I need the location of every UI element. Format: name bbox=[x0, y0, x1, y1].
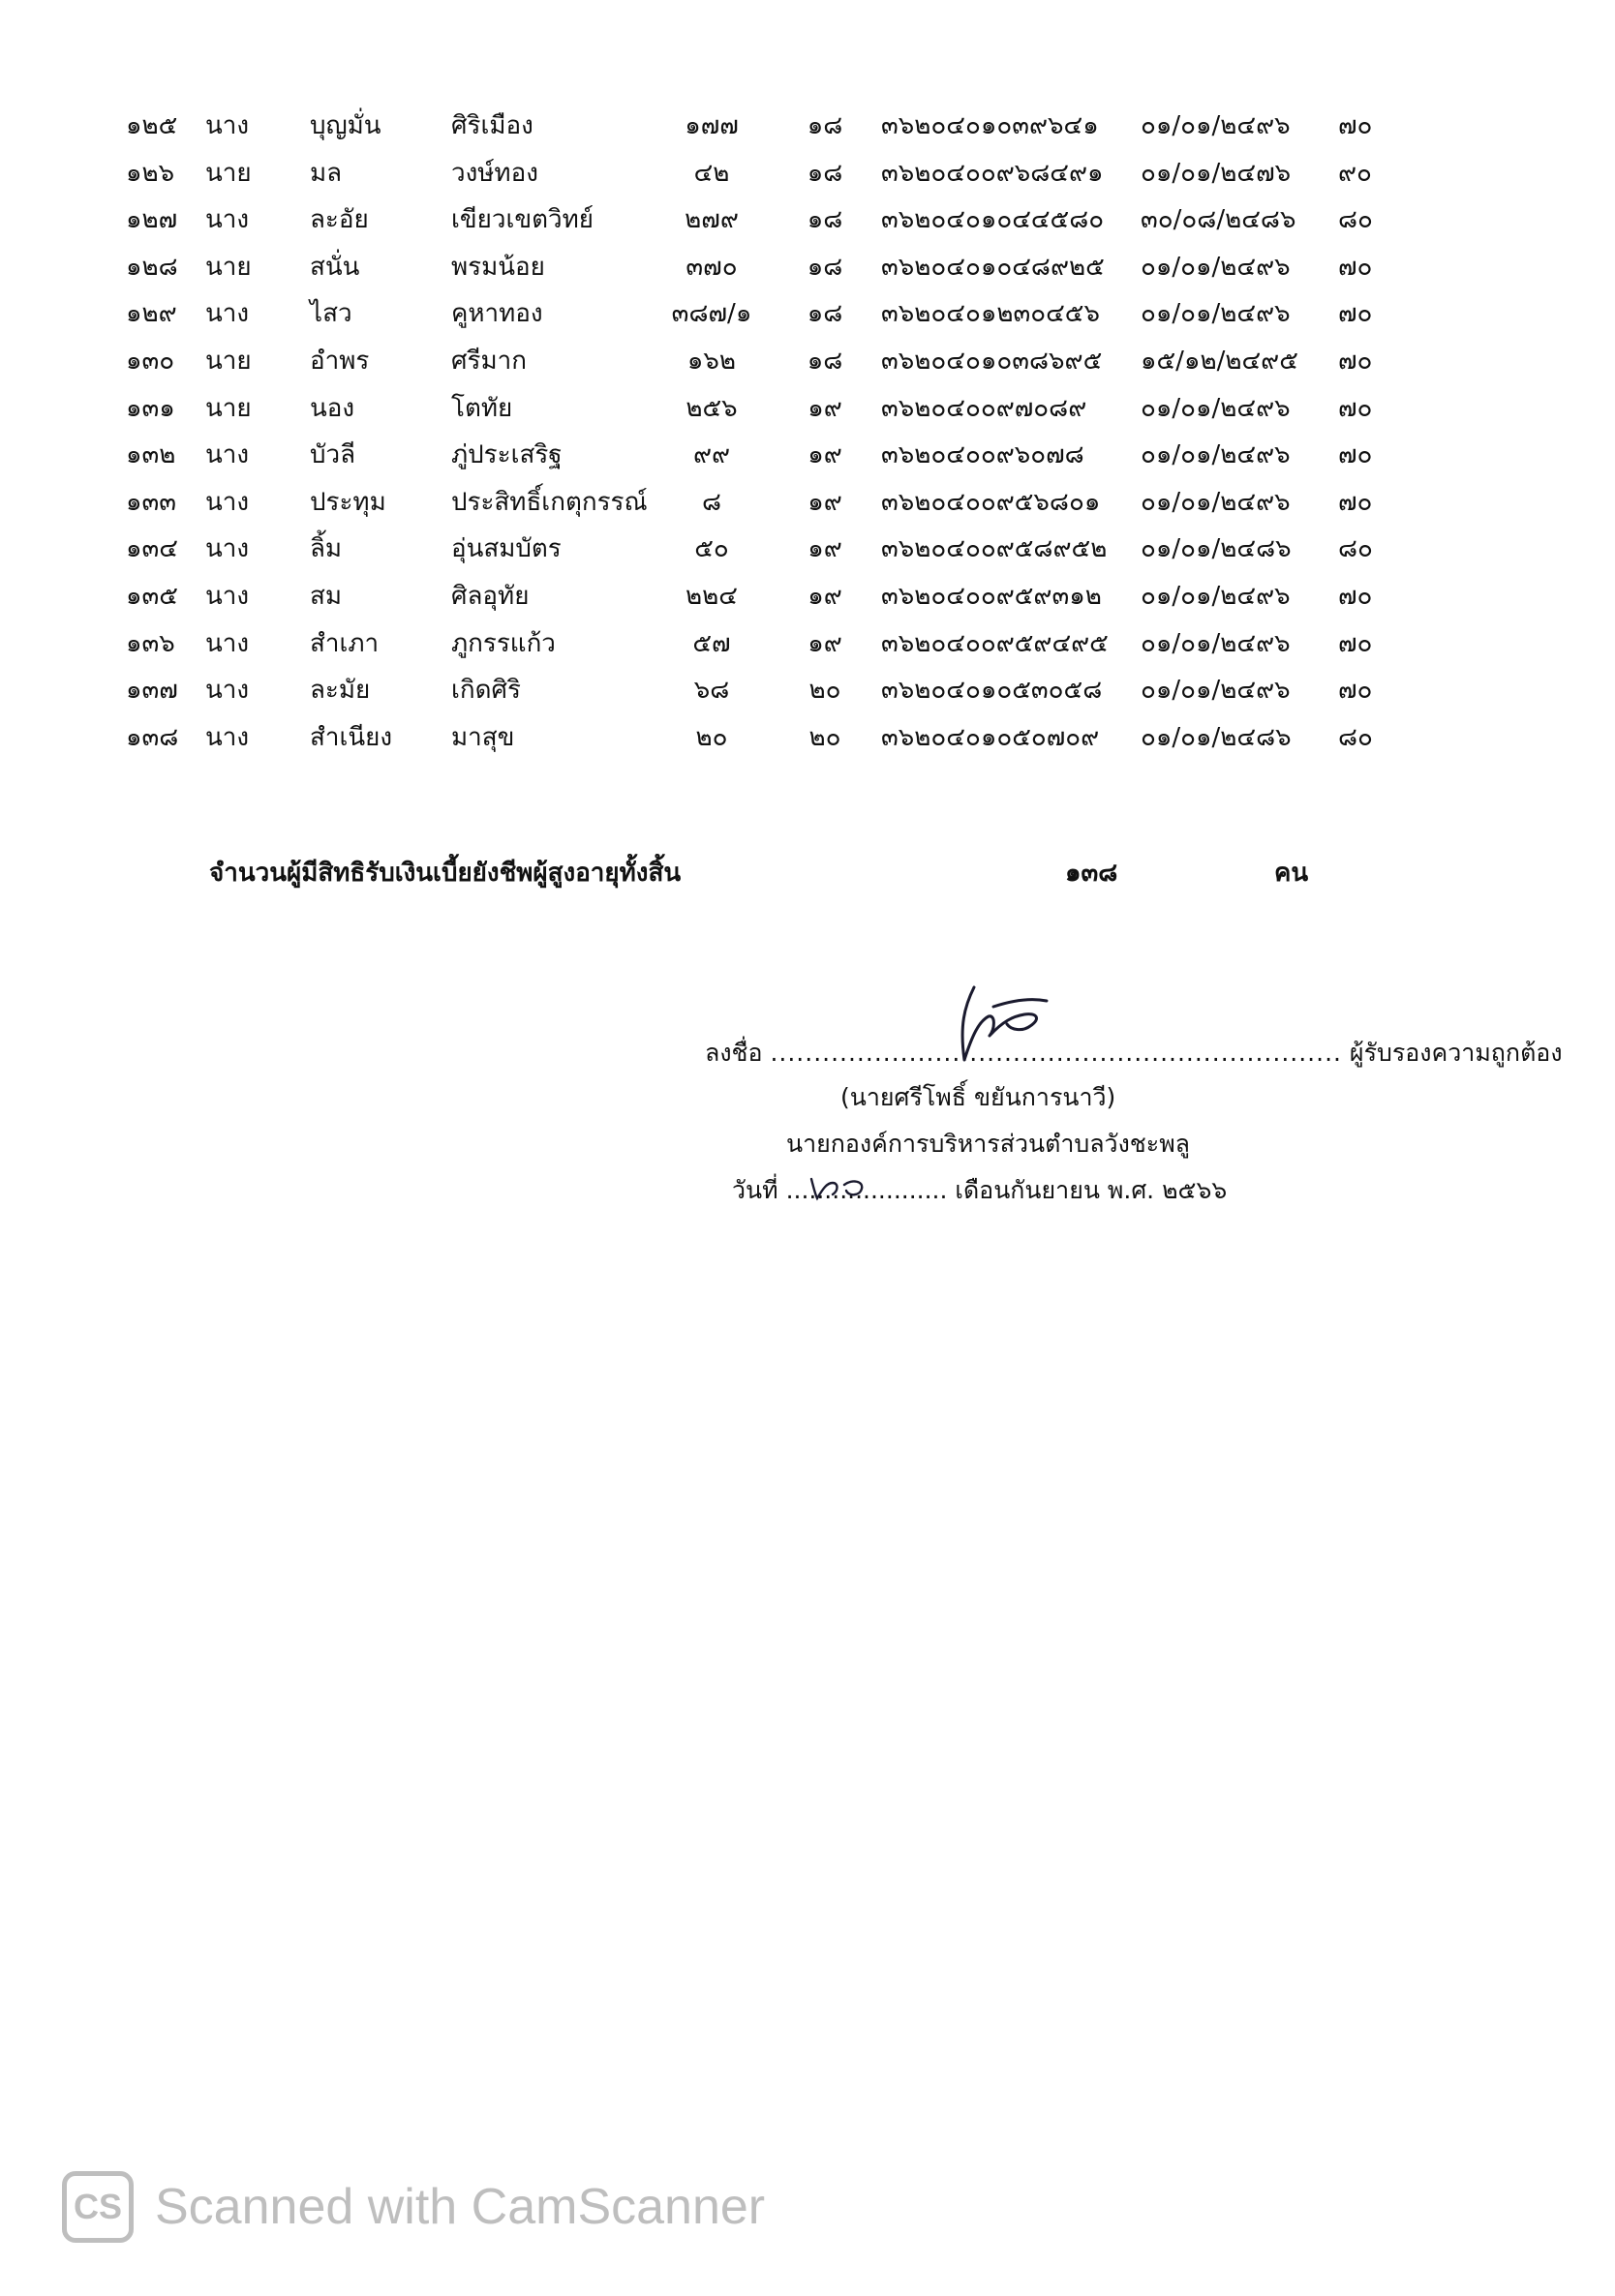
row-birth-date: ๐๑/๐๑/๒๔๘๖ bbox=[1141, 722, 1292, 752]
row-title: นาง bbox=[205, 205, 250, 235]
row-last-name: ศรีมาก bbox=[451, 347, 527, 376]
row-id-number: ๓๖๒๐๔๐๑๐๓๘๖๙๕ bbox=[881, 347, 1103, 376]
row-id-number: ๓๖๒๐๔๐๐๙๖๐๗๘ bbox=[881, 440, 1084, 470]
date-suffix: เดือนกันยายน พ.ศ. ๒๕๖๖ bbox=[955, 1176, 1228, 1204]
date-dots: ..................... bbox=[785, 1176, 948, 1204]
row-house-number: ๕๐ bbox=[694, 534, 729, 564]
row-number: ๑๓๘ bbox=[126, 722, 179, 752]
row-first-name: ประทุม bbox=[310, 487, 386, 517]
row-id-number: ๓๖๒๐๔๐๐๙๖๘๔๙๑ bbox=[881, 158, 1104, 188]
row-village-number: ๑๘ bbox=[807, 347, 843, 376]
sign-suffix: ผู้รับรองความถูกต้อง bbox=[1349, 1039, 1563, 1067]
handwritten-date bbox=[806, 1169, 873, 1204]
row-age: ๗๐ bbox=[1338, 440, 1373, 470]
camscanner-text: Scanned with CamScanner bbox=[155, 2179, 766, 2235]
row-village-number: ๒๐ bbox=[808, 676, 841, 706]
row-title: นาง bbox=[205, 676, 250, 706]
row-village-number: ๑๙ bbox=[808, 582, 842, 611]
row-house-number: ๑๖๒ bbox=[686, 347, 737, 376]
row-title: นาง bbox=[205, 440, 250, 470]
sign-prefix: ลงชื่อ bbox=[705, 1039, 763, 1067]
table-row bbox=[0, 385, 1615, 432]
row-first-name: สำเภา bbox=[310, 628, 380, 658]
row-village-number: ๑๘ bbox=[807, 158, 843, 188]
row-id-number: ๓๖๒๐๔๐๐๙๕๘๙๕๒ bbox=[881, 534, 1108, 564]
row-title: นาย bbox=[205, 393, 252, 423]
summary-line bbox=[0, 852, 1615, 894]
sign-line bbox=[705, 1034, 1563, 1072]
row-first-name: สนั่น bbox=[310, 252, 360, 282]
row-age: ๗๐ bbox=[1338, 676, 1373, 706]
row-last-name: อุ่นสมบัตร bbox=[451, 534, 562, 564]
row-last-name: ภูกรรแก้ว bbox=[451, 628, 556, 658]
signer-name: (นายศรีโพธิ์ ขยันการนาวี) bbox=[840, 1083, 1116, 1111]
row-age: ๗๐ bbox=[1338, 582, 1373, 611]
table-row bbox=[0, 338, 1615, 384]
table-row bbox=[0, 667, 1615, 713]
row-house-number: ๘ bbox=[701, 487, 722, 517]
row-title: นาง bbox=[205, 487, 250, 517]
row-first-name: ลิ้ม bbox=[310, 534, 343, 564]
row-house-number: ๖๘ bbox=[693, 676, 730, 706]
table-row bbox=[0, 714, 1615, 761]
row-id-number: ๓๖๒๐๔๐๐๙๗๐๘๙ bbox=[881, 393, 1087, 423]
row-birth-date: ๐๑/๐๑/๒๔๘๖ bbox=[1141, 534, 1292, 564]
row-number: ๑๒๗ bbox=[126, 205, 178, 235]
date-prefix: วันที่ bbox=[732, 1176, 778, 1204]
row-first-name: ละมัย bbox=[310, 676, 371, 706]
row-village-number: ๑๙ bbox=[808, 393, 842, 423]
row-number: ๑๒๖ bbox=[126, 158, 175, 188]
row-id-number: ๓๖๒๐๔๐๐๙๕๙๔๙๕ bbox=[881, 628, 1109, 658]
row-title: นาง bbox=[205, 534, 250, 564]
row-id-number: ๓๖๒๐๔๐๑๐๓๙๖๔๑ bbox=[881, 111, 1099, 140]
row-id-number: ๓๖๒๐๔๐๑๐๔๔๕๘๐ bbox=[881, 205, 1105, 235]
row-number: ๑๓๖ bbox=[126, 628, 175, 658]
row-village-number: ๒๐ bbox=[808, 722, 841, 752]
row-number: ๑๓๔ bbox=[126, 534, 178, 564]
row-age: ๗๐ bbox=[1338, 628, 1373, 658]
row-birth-date: ๐๑/๐๑/๒๔๙๖ bbox=[1141, 487, 1291, 517]
handwritten-signature bbox=[935, 968, 1061, 1074]
row-first-name: สม bbox=[310, 582, 343, 611]
row-house-number: ๔๒ bbox=[693, 158, 730, 188]
table-row bbox=[0, 290, 1615, 337]
summary-count: ๑๓๘ bbox=[1065, 859, 1118, 888]
row-birth-date: ๐๑/๐๑/๒๔๙๖ bbox=[1141, 676, 1291, 706]
row-number: ๑๓๕ bbox=[126, 582, 178, 611]
row-village-number: ๑๘ bbox=[807, 205, 843, 235]
table-row bbox=[0, 103, 1615, 149]
row-number: ๑๓๐ bbox=[126, 347, 175, 376]
row-age: ๘๐ bbox=[1338, 534, 1373, 564]
row-age: ๘๐ bbox=[1338, 722, 1373, 752]
row-village-number: ๑๘ bbox=[807, 111, 843, 140]
row-first-name: ละอัย bbox=[310, 205, 369, 235]
row-age: ๘๐ bbox=[1338, 205, 1373, 235]
row-title: นาง bbox=[205, 722, 250, 752]
row-first-name: บัวลี bbox=[310, 440, 356, 470]
row-house-number: ๒๗๙ bbox=[685, 205, 739, 235]
row-number: ๑๓๗ bbox=[126, 676, 178, 706]
table-row bbox=[0, 620, 1615, 667]
row-number: ๑๓๑ bbox=[126, 393, 175, 423]
row-last-name: ภู่ประเสริฐ bbox=[451, 440, 563, 470]
row-number: ๑๓๒ bbox=[126, 440, 176, 470]
row-village-number: ๑๘ bbox=[807, 299, 843, 329]
row-number: ๑๒๙ bbox=[126, 299, 177, 329]
row-id-number: ๓๖๒๐๔๐๐๙๕๙๓๑๒ bbox=[881, 582, 1102, 611]
row-birth-date: ๓๐/๐๘/๒๔๘๖ bbox=[1141, 205, 1296, 235]
row-house-number: ๒๒๔ bbox=[686, 582, 738, 611]
row-last-name: โตทัย bbox=[451, 393, 513, 423]
row-village-number: ๑๙ bbox=[808, 487, 842, 517]
row-first-name: ไสว bbox=[310, 299, 352, 329]
row-village-number: ๑๘ bbox=[807, 252, 843, 282]
table-row bbox=[0, 432, 1615, 478]
row-first-name: บุญมั่น bbox=[310, 111, 381, 140]
row-house-number: ๓๗๐ bbox=[686, 252, 738, 282]
row-id-number: ๓๖๒๐๔๐๑๐๕๓๐๕๘ bbox=[881, 676, 1103, 706]
summary-unit: คน bbox=[1274, 859, 1309, 888]
row-id-number: ๓๖๒๐๔๐๐๙๕๖๘๐๑ bbox=[881, 487, 1101, 517]
row-village-number: ๑๙ bbox=[808, 440, 842, 470]
row-first-name: นอง bbox=[310, 393, 355, 423]
row-house-number: ๕๗ bbox=[692, 628, 731, 658]
row-birth-date: ๐๑/๐๑/๒๔๙๖ bbox=[1141, 111, 1291, 140]
row-last-name: วงษ์ทอง bbox=[451, 158, 538, 188]
row-number: ๑๓๓ bbox=[126, 487, 177, 517]
row-birth-date: ๐๑/๐๑/๒๔๙๖ bbox=[1141, 393, 1291, 423]
row-house-number: ๒๐ bbox=[695, 722, 728, 752]
row-birth-date: ๐๑/๐๑/๒๔๙๖ bbox=[1141, 628, 1291, 658]
row-last-name: คูหาทอง bbox=[451, 299, 543, 329]
row-title: นาย bbox=[205, 252, 252, 282]
summary-label: จำนวนผู้มีสิทธิรับเงินเบี้ยยังชีพผู้สูงอายุทั้งสิ้น bbox=[209, 859, 682, 888]
signer-position: นายกองค์การบริหารส่วนตำบลวังชะพลู bbox=[786, 1130, 1190, 1158]
camscanner-watermark bbox=[62, 2170, 765, 2244]
row-house-number: ๒๕๖ bbox=[686, 393, 738, 423]
table-row bbox=[0, 244, 1615, 290]
row-number: ๑๒๕ bbox=[126, 111, 178, 140]
row-last-name: ศิลอุทัย bbox=[451, 582, 530, 611]
row-title: นาย bbox=[205, 158, 252, 188]
row-age: ๗๐ bbox=[1338, 347, 1373, 376]
table-row bbox=[0, 150, 1615, 196]
row-title: นาย bbox=[205, 347, 252, 376]
row-birth-date: ๐๑/๐๑/๒๔๙๖ bbox=[1141, 440, 1291, 470]
row-birth-date: ๑๕/๑๒/๒๔๙๕ bbox=[1141, 347, 1298, 376]
row-first-name: อำพร bbox=[310, 347, 370, 376]
row-title: นาง bbox=[205, 582, 250, 611]
row-age: ๙๐ bbox=[1338, 158, 1372, 188]
row-first-name: มล bbox=[310, 158, 343, 188]
row-age: ๗๐ bbox=[1338, 252, 1373, 282]
row-village-number: ๑๙ bbox=[808, 534, 842, 564]
row-number: ๑๒๘ bbox=[126, 252, 178, 282]
row-birth-date: ๐๑/๐๑/๒๔๙๖ bbox=[1141, 299, 1291, 329]
table-row bbox=[0, 526, 1615, 572]
row-age: ๗๐ bbox=[1338, 393, 1373, 423]
row-age: ๗๐ bbox=[1338, 487, 1373, 517]
row-first-name: สำเนียง bbox=[310, 722, 393, 752]
row-title: นาง bbox=[205, 628, 250, 658]
row-birth-date: ๐๑/๐๑/๒๔๗๖ bbox=[1141, 158, 1292, 188]
row-house-number: ๙๙ bbox=[692, 440, 731, 470]
row-id-number: ๓๖๒๐๔๐๑๒๓๐๔๕๖ bbox=[881, 299, 1100, 329]
row-last-name: เขียวเขตวิทย์ bbox=[451, 205, 594, 235]
row-age: ๗๐ bbox=[1338, 111, 1373, 140]
row-last-name: เกิดศิริ bbox=[451, 676, 521, 706]
table-row bbox=[0, 196, 1615, 243]
row-title: นาง bbox=[205, 299, 250, 329]
row-id-number: ๓๖๒๐๔๐๑๐๕๐๗๐๙ bbox=[881, 722, 1100, 752]
row-birth-date: ๐๑/๐๑/๒๔๙๖ bbox=[1141, 252, 1291, 282]
row-birth-date: ๐๑/๐๑/๒๔๙๖ bbox=[1141, 582, 1291, 611]
table-row bbox=[0, 479, 1615, 526]
table-row bbox=[0, 573, 1615, 619]
row-house-number: ๑๗๗ bbox=[685, 111, 739, 140]
row-house-number: ๓๘๗/๑ bbox=[671, 299, 752, 329]
row-last-name: ประสิทธิ์เกตุกรรณ์ bbox=[451, 487, 648, 517]
row-last-name: พรมน้อย bbox=[451, 252, 545, 282]
row-last-name: ศิริเมือง bbox=[451, 111, 533, 140]
camscanner-logo-icon: CS bbox=[62, 2171, 134, 2243]
row-last-name: มาสุข bbox=[451, 722, 515, 752]
row-village-number: ๑๙ bbox=[808, 628, 842, 658]
row-age: ๗๐ bbox=[1338, 299, 1373, 329]
sign-dots: .................................................................. bbox=[770, 1039, 1342, 1067]
row-title: นาง bbox=[205, 111, 250, 140]
row-id-number: ๓๖๒๐๔๐๑๐๔๘๙๒๕ bbox=[881, 252, 1105, 282]
